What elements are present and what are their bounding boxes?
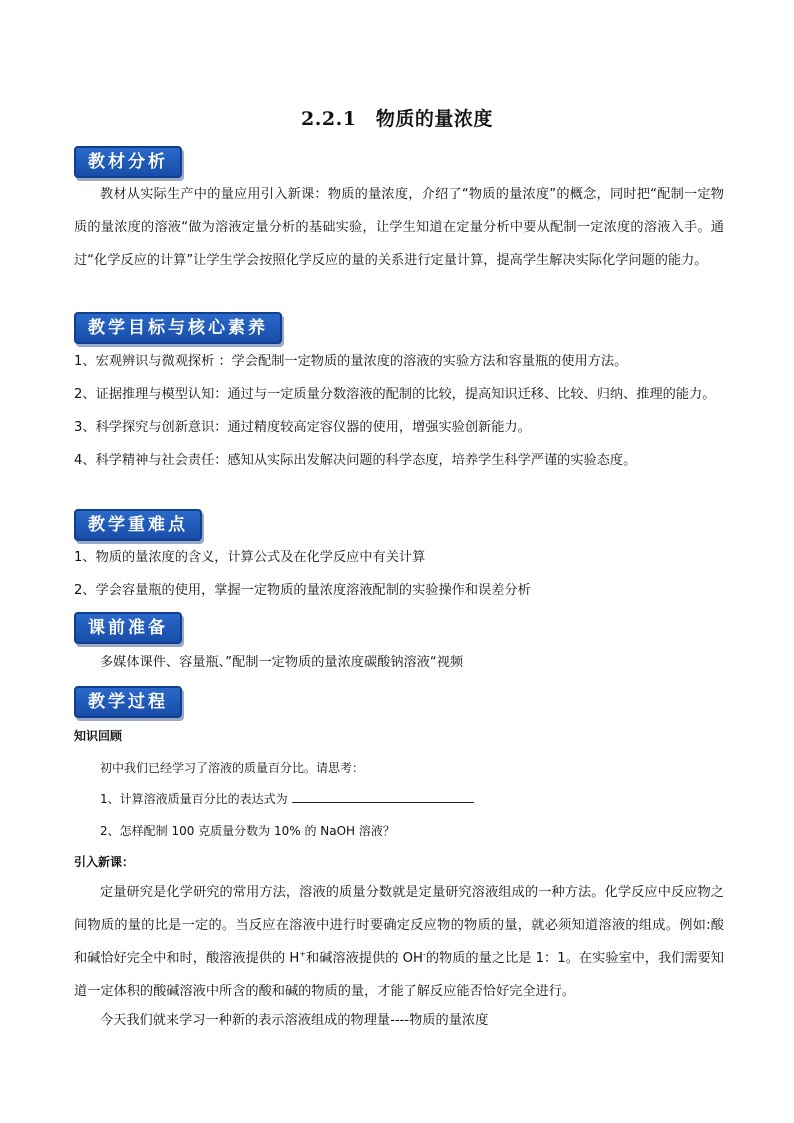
goal-item: 1、宏观辨识与微观探析 ：学会配制一定物质的量浓度的溶液的实验方法和容量瓶的使用方法。: [74, 354, 628, 369]
review-question-1: [100, 790, 750, 808]
review-question-2: 2、怎样配制 100 克质量分数为 10% 的 NaOH 溶液？: [100, 824, 395, 838]
goals-list: [74, 345, 724, 477]
answer-blank: [292, 790, 474, 803]
superscript-plus: +: [299, 949, 307, 959]
prep-paragraph: 多媒体课件、容量瓶、”配制一定物质的量浓度碳酸钠溶液“视频: [100, 655, 464, 670]
keypoint-item: 1、物质的量浓度的含义，计算公式及在化学反应中有关计算: [74, 550, 426, 565]
goal-item: 4、科学精神与社会责任：感知从实际出发解决问题的科学态度，培养学生科学严谨的实验态度。: [74, 453, 637, 468]
section-badge-keypoints: 教学重难点: [74, 509, 202, 541]
newlesson-paragraph: [74, 876, 724, 1008]
review-intro: 初中我们已经学习了溶液的质量百分比。请思考：: [100, 761, 365, 775]
superscript-minus: -: [422, 949, 426, 959]
review-heading: 知识回顾: [74, 729, 123, 743]
section-badge-prep: 课前准备: [74, 612, 182, 644]
section-badge-process: 教学过程: [74, 686, 182, 718]
section-badge-analysis: 教材分析: [74, 146, 182, 178]
analysis-paragraph: 教材从实际生产中的量应用引入新课：物质的量浓度，介绍了“物质的量浓度”的概念，同时把“配制一定物质的量浓度的溶液“做为溶液定量分析的基础实验，让学生知道在定量分析中要从配制一定浓度的溶液入手。通过“化学反应的计算”让学生学会按照化学反应的量的关系进行定量计算，提高学生解决实际化学问题的能力。: [74, 187, 724, 268]
keypoints-list: [74, 541, 724, 607]
goal-item: 3、科学探究与创新意识：通过精度较高定容仪器的使用，增强实验创新能力。: [74, 420, 531, 435]
newlesson-text-c: 的物质的量之比是 1：1。在实验室中，我们需要知道一定体积的酸碱溶液中所含的酸和碱的物质的量，才能了解反应能否恰好完全进行。: [74, 951, 724, 999]
page-title: 2.2.1 物质的量浓度: [301, 108, 493, 130]
question-1-text: 1、计算溶液质量百分比的表达式为: [100, 792, 288, 806]
section-badge-goals: 教学目标与核心素养: [74, 312, 282, 344]
newlesson-closing: 今天我们就来学习一种新的表示溶液组成的物理量----物质的量浓度: [100, 1013, 489, 1028]
newlesson-text-b: 和碱溶液提供的 OH: [306, 951, 423, 966]
keypoint-item: 2、学会容量瓶的使用，掌握一定物质的量浓度溶液配制的实验操作和误差分析: [74, 583, 531, 598]
newlesson-text-a: 定量研究是化学研究的常用方法，溶液的质量分数就是定量研究溶液组成的一种方法。化学反应中反应物之间物质的量的比是一定的。当反应在溶液中进行时要确定反应物的物质的量，就必须知道溶液的组成。例如:酸和碱恰好完全中和时，酸溶液提供的 H: [74, 885, 724, 966]
goal-item: 2、证据推理与模型认知：通过与一定质量分数溶液的配制的比较，提高知识迁移、比较、归纳、推理的能力。: [74, 387, 716, 402]
newlesson-heading: 引入新课：: [74, 855, 135, 869]
